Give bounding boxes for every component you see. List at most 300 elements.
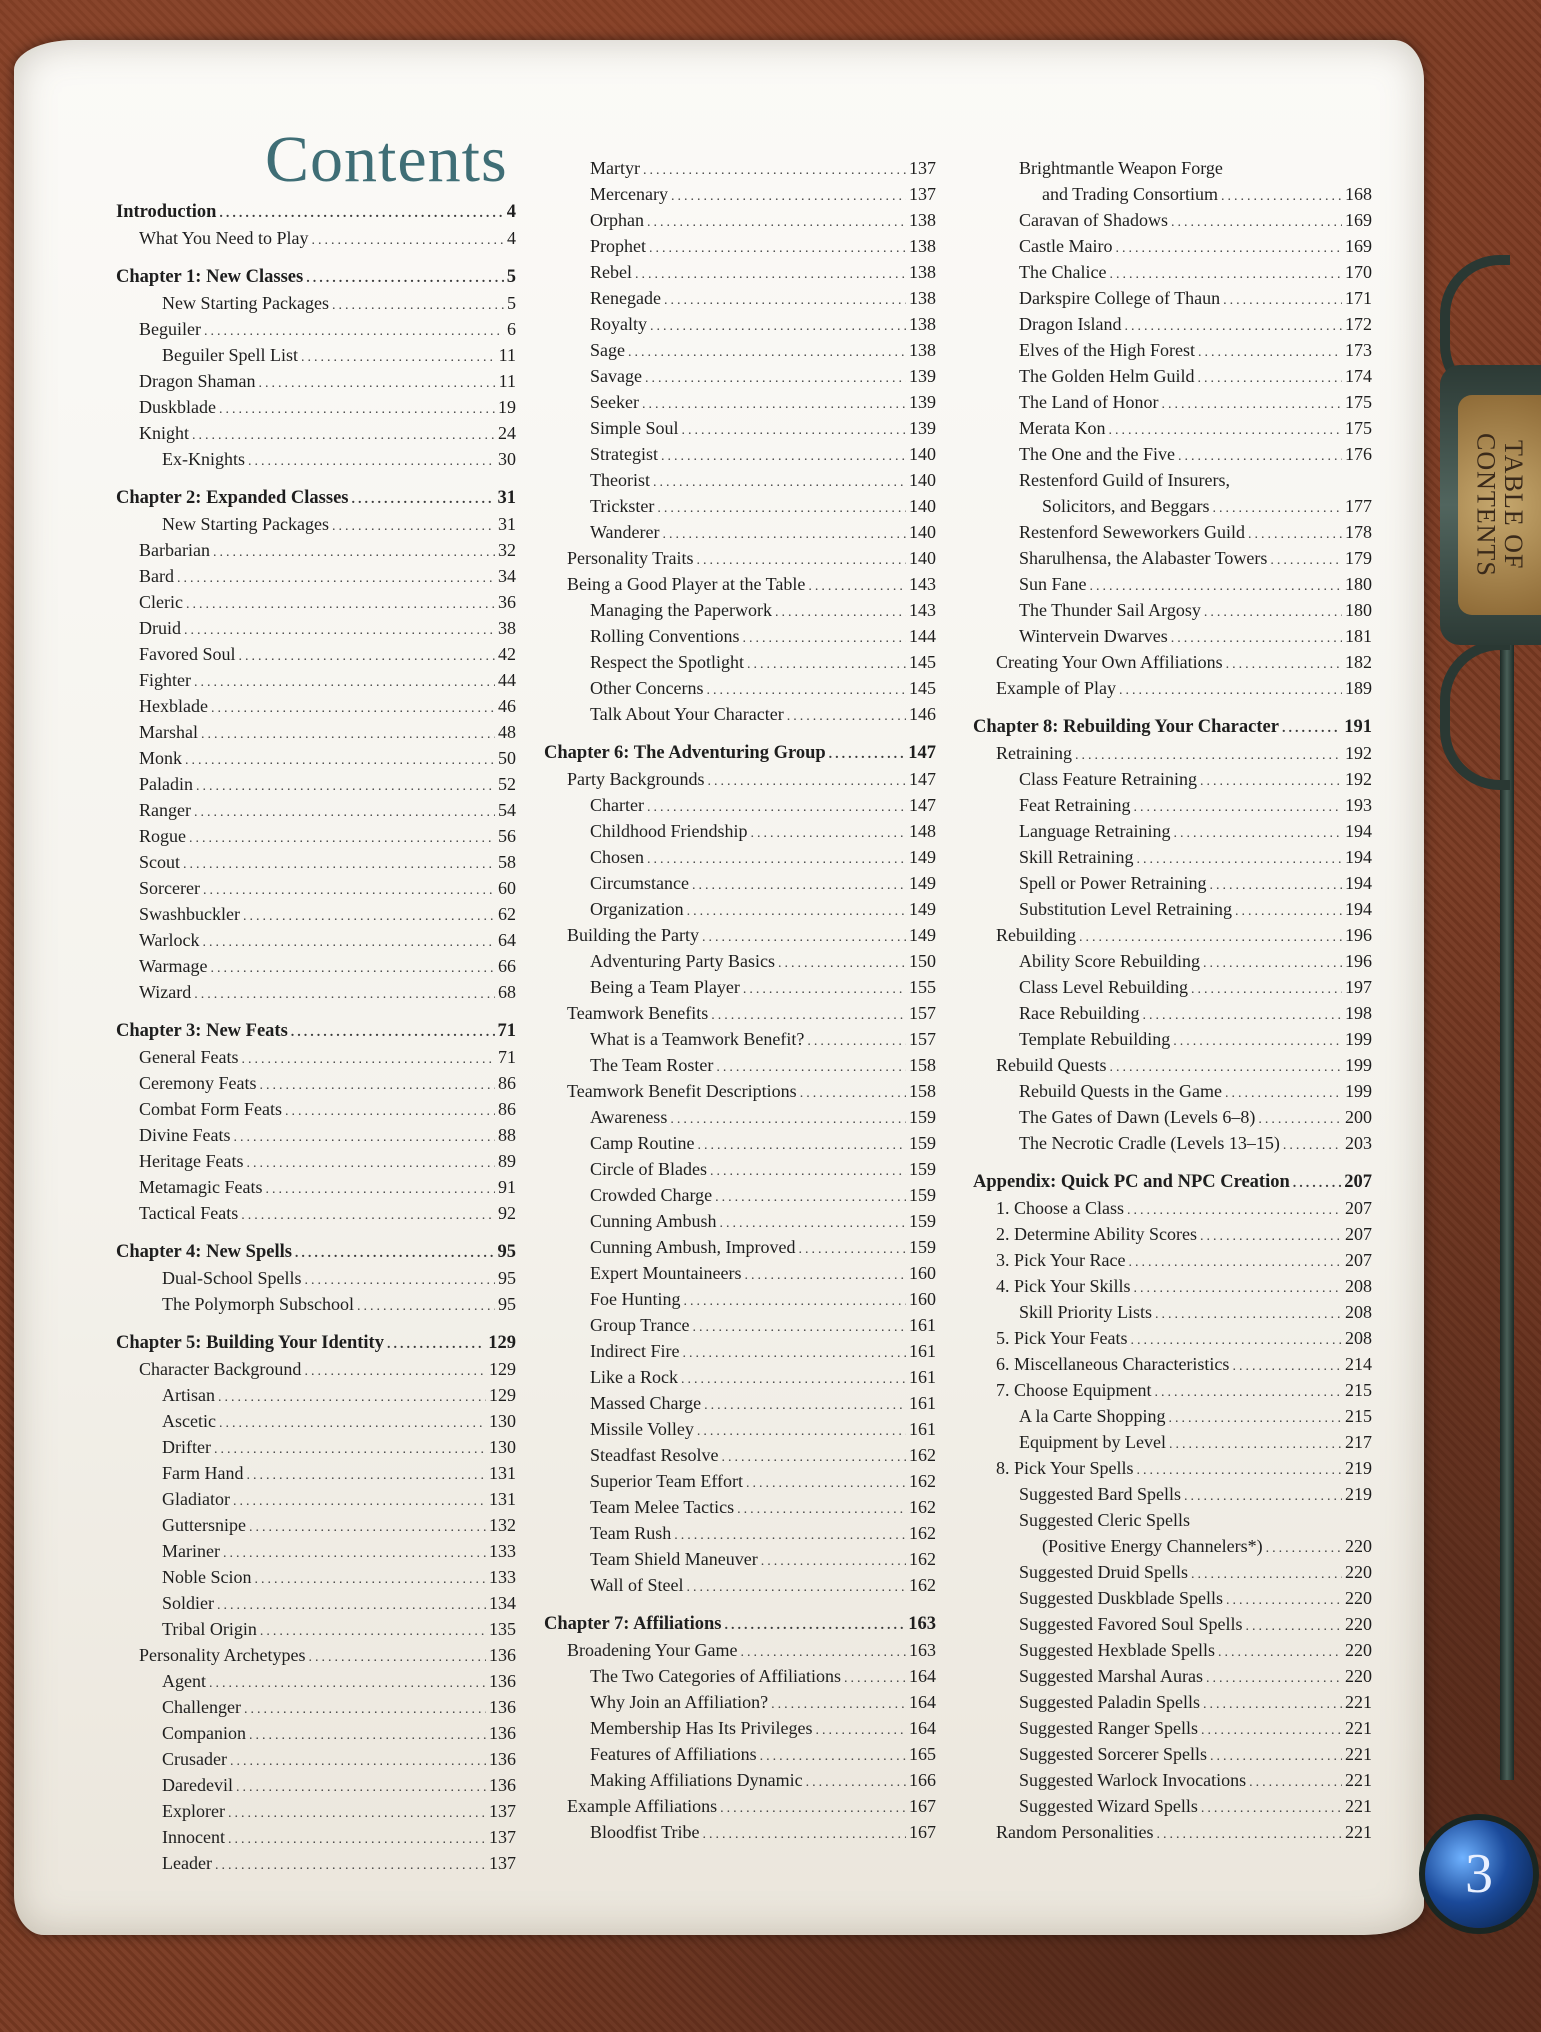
toc-entry-title: Personality Archetypes xyxy=(139,1645,306,1665)
dot-leader xyxy=(1201,1723,1342,1739)
toc-entry-title: Personality Traits xyxy=(567,548,694,568)
toc-entry[interactable] xyxy=(590,1263,936,1287)
toc-entry[interactable] xyxy=(162,1697,516,1721)
toc-entry[interactable] xyxy=(590,795,936,819)
toc-entry[interactable] xyxy=(139,878,516,902)
toc-entry[interactable] xyxy=(1019,522,1372,546)
toc-entry[interactable] xyxy=(139,1177,516,1201)
toc-entry[interactable] xyxy=(996,1224,1372,1248)
toc-entry[interactable] xyxy=(590,418,936,442)
toc-entry-title: Barbarian xyxy=(139,540,210,560)
toc-entry[interactable] xyxy=(139,319,516,343)
toc-entry[interactable] xyxy=(590,262,936,286)
toc-entry[interactable] xyxy=(1019,769,1372,793)
toc-entry-page: 196 xyxy=(1345,925,1372,945)
toc-entry[interactable] xyxy=(996,1458,1372,1482)
toc-entry[interactable] xyxy=(590,1744,936,1768)
dot-leader xyxy=(628,345,906,361)
toc-entry[interactable] xyxy=(567,1640,936,1664)
dot-leader xyxy=(1198,345,1342,361)
dot-leader xyxy=(1258,1112,1342,1128)
toc-entry[interactable] xyxy=(139,1151,516,1175)
toc-entry-page: 4 xyxy=(507,228,516,248)
toc-entry[interactable] xyxy=(1019,600,1372,624)
toc-entry[interactable] xyxy=(139,670,516,694)
toc-entry[interactable] xyxy=(1019,1484,1372,1508)
toc-entry[interactable] xyxy=(1019,366,1372,390)
toc-entry[interactable] xyxy=(139,1073,516,1097)
toc-entry[interactable] xyxy=(567,1081,936,1105)
dot-leader xyxy=(1156,1827,1342,1843)
toc-entry-title: Royalty xyxy=(590,314,647,334)
toc-entry[interactable] xyxy=(139,644,516,668)
toc-entry-page: 220 xyxy=(1345,1536,1372,1556)
dot-leader xyxy=(1133,800,1342,816)
toc-entry[interactable] xyxy=(567,925,936,949)
dot-leader xyxy=(285,1104,495,1120)
toc-entry[interactable] xyxy=(162,1593,516,1617)
page-number-orb xyxy=(1425,1820,1533,1928)
dot-leader xyxy=(1232,1359,1342,1375)
toc-entry-page: 129 xyxy=(488,1333,516,1353)
toc-entry[interactable] xyxy=(996,1380,1372,1404)
toc-entry[interactable] xyxy=(567,1796,936,1820)
dot-leader xyxy=(196,779,495,795)
toc-entry-page: 159 xyxy=(909,1237,936,1257)
toc-entry[interactable] xyxy=(139,774,516,798)
toc-entry[interactable] xyxy=(590,873,936,897)
toc-entry-title: Broadening Your Game xyxy=(567,1640,738,1660)
toc-entry[interactable] xyxy=(1019,899,1372,923)
toc-entry[interactable] xyxy=(590,1029,936,1053)
toc-entry-page: 138 xyxy=(909,236,936,256)
toc-entry-page: 219 xyxy=(1345,1484,1372,1504)
toc-entry[interactable] xyxy=(1019,574,1372,598)
dot-leader xyxy=(387,1337,485,1353)
toc-entry[interactable] xyxy=(162,1489,516,1513)
dot-leader xyxy=(1200,1229,1342,1245)
toc-entry[interactable] xyxy=(139,826,516,850)
toc-chapter-entry[interactable] xyxy=(116,1242,516,1266)
dot-leader xyxy=(844,1671,906,1687)
toc-entry[interactable] xyxy=(590,899,936,923)
toc-entry[interactable] xyxy=(590,1692,936,1716)
toc-entry-title: 3. Pick Your Race xyxy=(996,1250,1126,1270)
toc-entry[interactable] xyxy=(567,548,936,572)
toc-entry[interactable] xyxy=(139,852,516,876)
toc-entry[interactable] xyxy=(1042,1536,1372,1560)
toc-entry[interactable] xyxy=(162,1411,516,1435)
toc-entry[interactable] xyxy=(162,1671,516,1695)
toc-entry[interactable] xyxy=(162,1801,516,1825)
toc-chapter-entry[interactable] xyxy=(116,1021,516,1045)
toc-entry[interactable] xyxy=(162,1437,516,1461)
dot-leader xyxy=(246,1156,495,1172)
toc-entry[interactable] xyxy=(1019,1003,1372,1027)
dot-leader xyxy=(642,397,906,413)
toc-entry[interactable] xyxy=(590,210,936,234)
toc-entry[interactable] xyxy=(590,1133,936,1157)
toc-entry[interactable] xyxy=(1042,184,1372,208)
toc-entry-title: Rolling Conventions xyxy=(590,626,740,646)
dot-leader xyxy=(204,324,504,340)
toc-entry[interactable] xyxy=(1019,210,1372,234)
toc-entry-page: 161 xyxy=(909,1341,936,1361)
toc-entry[interactable] xyxy=(1019,340,1372,364)
toc-chapter-entry[interactable] xyxy=(116,202,516,226)
toc-entry-title: Teamwork Benefit Descriptions xyxy=(567,1081,797,1101)
toc-chapter-entry[interactable] xyxy=(973,1172,1372,1196)
toc-entry[interactable] xyxy=(1019,1614,1372,1638)
toc-entry-title: Druid xyxy=(139,618,181,638)
toc-chapter-entry[interactable] xyxy=(116,488,516,512)
dot-leader xyxy=(681,1372,906,1388)
toc-entry-page: 130 xyxy=(489,1411,516,1431)
toc-entry[interactable] xyxy=(139,1099,516,1123)
toc-entry[interactable] xyxy=(590,1471,936,1495)
toc-entry-title: Superior Team Effort xyxy=(590,1471,744,1491)
toc-entry[interactable] xyxy=(590,1575,936,1599)
toc-entry[interactable] xyxy=(139,930,516,954)
toc-entry[interactable] xyxy=(1019,392,1372,416)
toc-entry[interactable] xyxy=(590,626,936,650)
toc-entry[interactable] xyxy=(590,1523,936,1547)
toc-chapter-entry[interactable] xyxy=(116,1333,516,1357)
toc-entry[interactable] xyxy=(1019,1029,1372,1053)
toc-entry[interactable] xyxy=(1019,1744,1372,1768)
dot-leader xyxy=(737,1502,906,1518)
toc-entry[interactable] xyxy=(590,1497,936,1521)
toc-entry-title: Seeker xyxy=(590,392,639,412)
toc-entry[interactable] xyxy=(590,1393,936,1417)
toc-entry[interactable] xyxy=(996,1822,1372,1846)
toc-entry-page: 207 xyxy=(1345,1250,1372,1270)
toc-entry[interactable] xyxy=(996,1055,1372,1079)
toc-entry-title: Brightmantle Weapon Forge xyxy=(1019,158,1223,178)
toc-entry[interactable] xyxy=(139,1203,516,1227)
toc-entry[interactable] xyxy=(590,444,936,468)
toc-entry-title: Cunning Ambush, Improved xyxy=(590,1237,796,1257)
toc-entry[interactable] xyxy=(162,1541,516,1565)
toc-entry[interactable] xyxy=(590,1367,936,1391)
toc-entry[interactable] xyxy=(162,293,516,317)
toc-entry-page: 6 xyxy=(507,319,516,339)
toc-entry[interactable] xyxy=(162,1294,516,1318)
dot-leader xyxy=(1204,605,1342,621)
dot-leader xyxy=(1090,579,1343,595)
toc-entry[interactable] xyxy=(162,1385,516,1409)
dot-leader xyxy=(1127,1203,1342,1219)
toc-entry-title: Suggested Sorcerer Spells xyxy=(1019,1744,1207,1764)
toc-entry-title: Scout xyxy=(139,852,181,872)
toc-entry[interactable] xyxy=(590,470,936,494)
toc-entry-page: 137 xyxy=(909,158,936,178)
toc-entry[interactable] xyxy=(1019,548,1372,572)
toc-entry[interactable] xyxy=(590,184,936,208)
dot-leader xyxy=(1206,1671,1342,1687)
dot-leader xyxy=(1169,1437,1342,1453)
toc-entry[interactable] xyxy=(996,1328,1372,1352)
toc-entry-page: 219 xyxy=(1345,1458,1372,1478)
toc-entry[interactable] xyxy=(162,1827,516,1851)
toc-entry[interactable] xyxy=(590,1419,936,1443)
toc-entry-page: 149 xyxy=(909,899,936,919)
dot-leader xyxy=(1184,1489,1342,1505)
toc-entry[interactable] xyxy=(996,678,1372,702)
toc-entry-title: Challenger xyxy=(162,1697,241,1717)
toc-entry[interactable] xyxy=(996,1198,1372,1222)
toc-entry-page: 163 xyxy=(909,1640,936,1660)
toc-chapter-entry[interactable] xyxy=(973,717,1372,741)
dot-leader xyxy=(1129,1255,1343,1271)
toc-entry-title: Trickster xyxy=(590,496,655,516)
toc-entry[interactable] xyxy=(1019,1770,1372,1794)
dot-leader xyxy=(246,1468,486,1484)
toc-entry-page: 146 xyxy=(909,704,936,724)
toc-entry[interactable] xyxy=(590,600,936,624)
toc-entry[interactable] xyxy=(1019,314,1372,338)
toc-entry[interactable] xyxy=(162,1775,516,1799)
toc-entry[interactable] xyxy=(162,1567,516,1591)
toc-entry[interactable] xyxy=(139,956,516,980)
dot-leader xyxy=(1075,748,1342,764)
toc-entry[interactable] xyxy=(1019,444,1372,468)
toc-entry[interactable] xyxy=(590,1107,936,1131)
dot-leader xyxy=(1226,657,1342,673)
toc-entry[interactable] xyxy=(139,1047,516,1071)
toc-entry[interactable] xyxy=(590,1666,936,1690)
toc-entry-title: Ranger xyxy=(139,800,191,820)
toc-entry-title: Daredevil xyxy=(162,1775,233,1795)
toc-entry[interactable] xyxy=(162,345,516,369)
toc-entry[interactable] xyxy=(590,1211,936,1235)
toc-entry[interactable] xyxy=(590,821,936,845)
toc-entry-title: Example Affiliations xyxy=(567,1796,718,1816)
toc-chapter-entry[interactable] xyxy=(116,267,516,291)
toc-entry[interactable] xyxy=(590,1822,936,1846)
toc-entry[interactable] xyxy=(590,1289,936,1313)
toc-entry-title: 1. Choose a Class xyxy=(996,1198,1124,1218)
dot-leader xyxy=(710,1164,906,1180)
toc-entry-page: 215 xyxy=(1345,1406,1372,1426)
dot-leader xyxy=(682,423,906,439)
toc-chapter-entry[interactable] xyxy=(544,1614,936,1638)
toc-entry-page: 32 xyxy=(498,540,516,560)
toc-entry[interactable] xyxy=(590,1315,936,1339)
dot-leader xyxy=(192,428,495,444)
toc-entry[interactable] xyxy=(139,423,516,447)
side-tab[interactable] xyxy=(1458,395,1541,615)
toc-entry[interactable] xyxy=(162,1749,516,1773)
toc-entry-title: Renegade xyxy=(590,288,661,308)
toc-entry-title: Chapter 4: New Spells xyxy=(116,1242,292,1262)
toc-entry-page: 95 xyxy=(498,1268,516,1288)
toc-entry-page: 88 xyxy=(498,1125,516,1145)
toc-entry[interactable] xyxy=(1019,158,1372,182)
toc-entry[interactable] xyxy=(996,652,1372,676)
toc-entry[interactable] xyxy=(1019,1796,1372,1820)
toc-entry[interactable] xyxy=(590,366,936,390)
toc-entry[interactable] xyxy=(996,743,1372,767)
toc-entry[interactable] xyxy=(1019,1432,1372,1456)
toc-entry[interactable] xyxy=(162,514,516,538)
toc-entry[interactable] xyxy=(139,397,516,421)
toc-entry[interactable] xyxy=(139,540,516,564)
toc-entry-page: 207 xyxy=(1345,1198,1372,1218)
toc-entry[interactable] xyxy=(162,449,516,473)
toc-entry[interactable] xyxy=(139,722,516,746)
toc-entry-title: Suggested Favored Soul Spells xyxy=(1019,1614,1243,1634)
toc-entry[interactable] xyxy=(1019,847,1372,871)
toc-entry-page: 189 xyxy=(1345,678,1372,698)
toc-entry[interactable] xyxy=(139,1359,516,1383)
toc-entry[interactable] xyxy=(567,769,936,793)
toc-entry[interactable] xyxy=(162,1723,516,1747)
toc-entry[interactable] xyxy=(1019,1406,1372,1430)
toc-entry[interactable] xyxy=(162,1463,516,1487)
toc-entry-title: Features of Affiliations xyxy=(590,1744,757,1764)
toc-entry[interactable] xyxy=(590,1055,936,1079)
dot-leader xyxy=(724,1618,905,1634)
dot-leader xyxy=(357,1299,495,1315)
toc-entry[interactable] xyxy=(139,592,516,616)
toc-entry[interactable] xyxy=(139,566,516,590)
toc-entry[interactable] xyxy=(1019,418,1372,442)
toc-entry-page: 217 xyxy=(1345,1432,1372,1452)
toc-entry[interactable] xyxy=(139,228,516,252)
toc-entry-title: Being a Team Player xyxy=(590,977,740,997)
toc-entry[interactable] xyxy=(590,1341,936,1365)
dot-leader xyxy=(239,649,496,665)
dot-leader xyxy=(806,1775,906,1791)
toc-entry[interactable] xyxy=(1019,977,1372,1001)
toc-entry[interactable] xyxy=(590,314,936,338)
toc-entry[interactable] xyxy=(1019,1133,1372,1157)
toc-entry-title: Theorist xyxy=(590,470,650,490)
toc-entry[interactable] xyxy=(1019,1718,1372,1742)
toc-entry[interactable] xyxy=(139,748,516,772)
toc-entry[interactable] xyxy=(139,618,516,642)
toc-entry[interactable] xyxy=(1019,1692,1372,1716)
toc-entry[interactable] xyxy=(162,1619,516,1643)
toc-entry-page: 194 xyxy=(1345,899,1372,919)
toc-entry-title: The Polymorph Subschool xyxy=(162,1294,354,1314)
toc-entry[interactable] xyxy=(590,678,936,702)
toc-entry[interactable] xyxy=(590,496,936,520)
dot-leader xyxy=(706,683,906,699)
toc-entry[interactable] xyxy=(590,1237,936,1261)
toc-entry[interactable] xyxy=(1019,821,1372,845)
toc-entry[interactable] xyxy=(1019,1562,1372,1586)
toc-entry[interactable] xyxy=(590,977,936,1001)
toc-entry[interactable] xyxy=(1019,1640,1372,1664)
toc-entry[interactable] xyxy=(590,1718,936,1742)
toc-entry-page: 138 xyxy=(909,262,936,282)
toc-entry[interactable] xyxy=(590,158,936,182)
toc-entry[interactable] xyxy=(1019,1666,1372,1690)
toc-entry[interactable] xyxy=(139,800,516,824)
toc-entry-page: 207 xyxy=(1345,1224,1372,1244)
toc-entry[interactable] xyxy=(139,904,516,928)
toc-entry-title: Castle Mairo xyxy=(1019,236,1113,256)
toc-entry[interactable] xyxy=(590,847,936,871)
toc-entry[interactable] xyxy=(590,288,936,312)
toc-entry[interactable] xyxy=(139,1125,516,1149)
toc-entry[interactable] xyxy=(1019,873,1372,897)
toc-entry[interactable] xyxy=(996,1250,1372,1274)
toc-entry[interactable] xyxy=(162,1515,516,1539)
toc-entry[interactable] xyxy=(590,652,936,676)
toc-entry[interactable] xyxy=(590,522,936,546)
toc-entry[interactable] xyxy=(590,1159,936,1183)
toc-entry-title: Rebuilding xyxy=(996,925,1076,945)
toc-entry[interactable] xyxy=(1019,951,1372,975)
toc-entry[interactable] xyxy=(590,704,936,728)
dot-leader xyxy=(761,1554,906,1570)
toc-entry[interactable] xyxy=(139,696,516,720)
toc-entry[interactable] xyxy=(590,1549,936,1573)
toc-entry[interactable] xyxy=(567,574,936,598)
toc-entry[interactable] xyxy=(1019,795,1372,819)
toc-entry[interactable] xyxy=(1019,288,1372,312)
toc-entry[interactable] xyxy=(590,1770,936,1794)
toc-entry[interactable] xyxy=(1019,262,1372,286)
toc-entry[interactable] xyxy=(1019,1107,1372,1131)
toc-entry[interactable] xyxy=(996,925,1372,949)
toc-entry[interactable] xyxy=(139,982,516,1006)
toc-entry[interactable] xyxy=(590,1445,936,1469)
toc-entry-title: General Feats xyxy=(139,1047,239,1067)
toc-entry[interactable] xyxy=(1019,1588,1372,1612)
toc-entry-page: 86 xyxy=(498,1073,516,1093)
toc-entry[interactable] xyxy=(1019,470,1372,494)
toc-entry-page: 136 xyxy=(489,1671,516,1691)
toc-entry[interactable] xyxy=(139,371,516,395)
toc-entry[interactable] xyxy=(162,1853,516,1877)
toc-entry-page: 182 xyxy=(1345,652,1372,672)
toc-entry-page: 139 xyxy=(909,418,936,438)
dot-leader xyxy=(697,1424,906,1440)
toc-entry-page: 64 xyxy=(498,930,516,950)
toc-entry[interactable] xyxy=(1019,1302,1372,1326)
toc-entry[interactable] xyxy=(1042,496,1372,520)
dot-leader xyxy=(228,1806,486,1822)
toc-entry[interactable] xyxy=(996,1276,1372,1300)
toc-entry[interactable] xyxy=(1019,1510,1372,1534)
toc-entry[interactable] xyxy=(996,1354,1372,1378)
toc-entry-title: Darkspire College of Thaun xyxy=(1019,288,1221,308)
dot-leader xyxy=(687,904,906,920)
toc-entry[interactable] xyxy=(590,340,936,364)
dot-leader xyxy=(653,475,906,491)
toc-entry-title: Organization xyxy=(590,899,684,919)
toc-entry[interactable] xyxy=(1019,1081,1372,1105)
toc-entry[interactable] xyxy=(590,392,936,416)
toc-entry[interactable] xyxy=(139,1645,516,1669)
toc-entry[interactable] xyxy=(590,1185,936,1209)
dot-leader xyxy=(234,1130,496,1146)
toc-entry-title: Noble Scion xyxy=(162,1567,252,1587)
toc-entry[interactable] xyxy=(1019,626,1372,650)
toc-entry-title: Adventuring Party Basics xyxy=(590,951,775,971)
toc-entry[interactable] xyxy=(590,236,936,260)
toc-entry[interactable] xyxy=(590,951,936,975)
toc-entry[interactable] xyxy=(1019,236,1372,260)
toc-entry[interactable] xyxy=(567,1003,936,1027)
toc-entry-page: 220 xyxy=(1345,1562,1372,1582)
toc-chapter-entry[interactable] xyxy=(544,743,936,767)
toc-entry[interactable] xyxy=(162,1268,516,1292)
